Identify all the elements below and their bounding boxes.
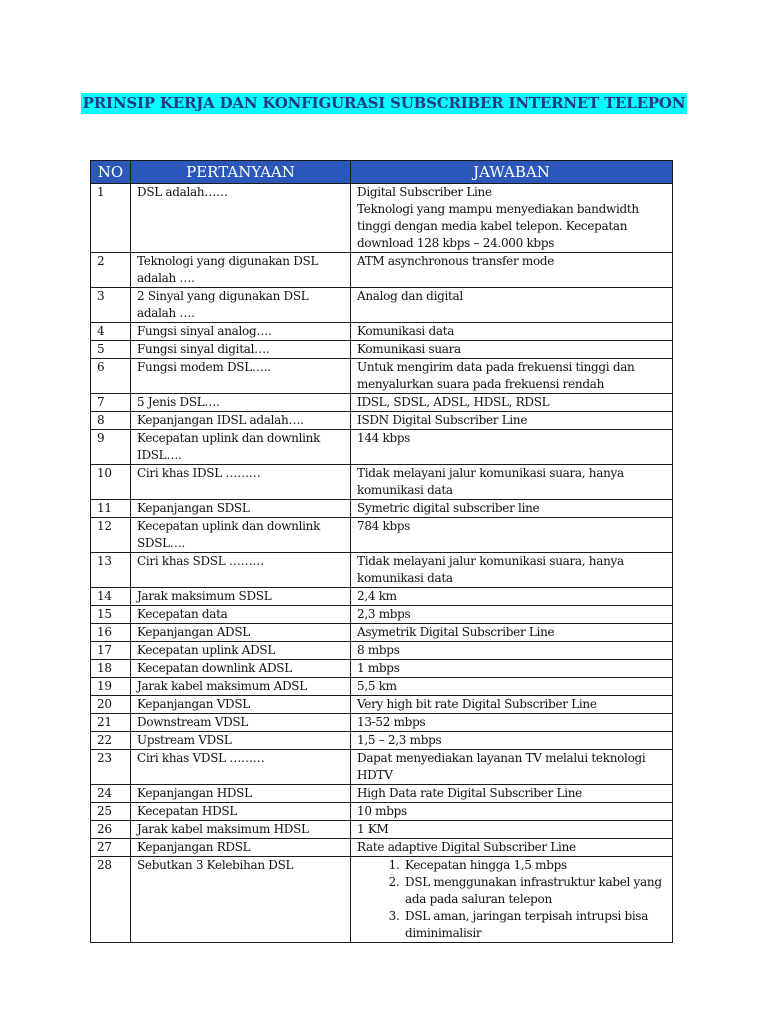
cell-line: Rate adaptive Digital Subscriber Line [357,840,576,854]
question-cell [131,588,351,606]
question-cell [131,553,351,588]
cell-line: Symetric digital subscriber line [357,501,540,515]
cell-line: Fungsi sinyal analog…. [137,324,272,338]
list-item [403,857,672,874]
question-cell [131,518,351,553]
cell-line: Kecepatan data [137,607,228,621]
answer-list [357,857,672,942]
answer-cell [351,518,673,553]
answer-cell [351,696,673,714]
cell-line: download 128 kbps – 24.000 kbps [357,236,555,250]
answer-cell [351,678,673,696]
table-body [91,184,673,943]
row-number: 19 [91,678,131,696]
row-number: 6 [91,359,131,394]
cell-line: 2. DSL menggunakan infrastruktur kabel yang [405,875,662,889]
cell-line: Dapat menyediakan layanan TV melalui teknologi [357,751,646,765]
table-row [91,839,673,857]
cell-line: ATM asynchronous transfer mode [357,254,555,268]
table-row [91,430,673,465]
table-row [91,500,673,518]
cell-line: Kecepatan uplink dan downlink [137,519,321,533]
cell-line: Asymetrik Digital Subscriber Line [357,625,555,639]
row-number: 2 [91,253,131,288]
row-number: 10 [91,465,131,500]
row-number: 27 [91,839,131,857]
question-cell [131,253,351,288]
cell-line: Jarak kabel maksimum HDSL [137,822,309,836]
table-row [91,518,673,553]
table-row [91,588,673,606]
answer-cell [351,732,673,750]
answer-cell [351,394,673,412]
row-number: 17 [91,642,131,660]
cell-line: Analog dan digital [357,289,463,303]
row-number: 28 [91,857,131,943]
cell-line: 5 Jenis DSL…. [137,395,220,409]
answer-cell [351,821,673,839]
question-cell [131,412,351,430]
answer-cell [351,412,673,430]
answer-cell [351,606,673,624]
row-number: 11 [91,500,131,518]
question-cell [131,465,351,500]
question-cell [131,821,351,839]
question-cell [131,323,351,341]
answer-cell [351,642,673,660]
question-cell [131,660,351,678]
answer-cell [351,624,673,642]
question-cell [131,857,351,943]
cell-line: ISDN Digital Subscriber Line [357,413,528,427]
table-row [91,732,673,750]
table-row [91,465,673,500]
row-number: 12 [91,518,131,553]
cell-line: Kepanjangan RDSL [137,840,251,854]
cell-line: Very high bit rate Digital Subscriber Line [357,697,597,711]
answer-cell [351,660,673,678]
question-cell [131,341,351,359]
cell-line: diminimalisir [405,926,482,940]
cell-line: 5,5 km [357,679,397,693]
row-number: 7 [91,394,131,412]
cell-line: DSL adalah…… [137,185,228,199]
row-number: 25 [91,803,131,821]
qa-table [90,160,673,943]
question-cell [131,500,351,518]
row-number: 26 [91,821,131,839]
table-row [91,606,673,624]
cell-line: Tidak melayani jalur komunikasi suara, hanya [357,554,624,568]
row-number: 15 [91,606,131,624]
answer-cell [351,359,673,394]
question-cell [131,184,351,253]
cell-line: 2,3 mbps [357,607,411,621]
table-row [91,714,673,732]
answer-cell [351,750,673,785]
cell-line: Fungsi sinyal digital…. [137,342,270,356]
answer-cell [351,323,673,341]
list-item [403,874,672,908]
cell-line: SDSL…. [137,536,186,550]
header-answer: JAWABAN [351,161,673,184]
question-cell [131,839,351,857]
header-no: NO [91,161,131,184]
table-row [91,341,673,359]
cell-line: tinggi dengan media kabel telepon. Kecepatan [357,219,628,233]
cell-line: adalah …. [137,271,195,285]
cell-line: menyalurkan suara pada frekuensi rendah [357,377,604,391]
table-row [91,359,673,394]
question-cell [131,696,351,714]
row-number: 16 [91,624,131,642]
row-number: 23 [91,750,131,785]
row-number: 13 [91,553,131,588]
cell-line: adalah …. [137,306,195,320]
question-cell [131,288,351,323]
table-row [91,696,673,714]
page-title: PRINSIP KERJA DAN KONFIGURASI SUBSCRIBER INTERNET TELEPON [82,94,686,112]
cell-line: 2,4 km [357,589,397,603]
question-cell [131,732,351,750]
table-row [91,288,673,323]
cell-line: 784 kbps [357,519,411,533]
cell-line: Kecepatan downlink ADSL [137,661,292,675]
cell-line: HDTV [357,768,393,782]
cell-line: IDSL…. [137,448,182,462]
cell-line: 2 Sinyal yang digunakan DSL [137,289,309,303]
question-cell [131,430,351,465]
table-row [91,184,673,253]
cell-line: Teknologi yang digunakan DSL [137,254,319,268]
answer-cell [351,785,673,803]
table-row [91,785,673,803]
cell-line: 8 mbps [357,643,400,657]
table-row [91,253,673,288]
cell-line: Tidak melayani jalur komunikasi suara, hanya [357,466,624,480]
answer-cell [351,465,673,500]
table-row [91,553,673,588]
row-number: 1 [91,184,131,253]
cell-line: Downstream VDSL [137,715,248,729]
cell-line: Upstream VDSL [137,733,232,747]
table-row [91,803,673,821]
table-row [91,660,673,678]
question-cell [131,394,351,412]
question-cell [131,750,351,785]
question-cell [131,714,351,732]
cell-line: Kepanjangan ADSL [137,625,250,639]
question-cell [131,642,351,660]
question-cell [131,606,351,624]
question-cell [131,359,351,394]
question-cell [131,624,351,642]
table-row [91,821,673,839]
cell-line: 144 kbps [357,431,411,445]
cell-line: Jarak kabel maksimum ADSL [137,679,307,693]
cell-line: Digital Subscriber Line [357,185,492,199]
cell-line: Untuk mengirim data pada frekuensi tinggi dan [357,360,635,374]
cell-line: Kepanjangan HDSL [137,786,252,800]
question-cell [131,803,351,821]
cell-line: 1 KM [357,822,389,836]
row-number: 21 [91,714,131,732]
cell-line: Ciri khas SDSL ……… [137,554,264,568]
row-number: 20 [91,696,131,714]
cell-line: IDSL, SDSL, ADSL, HDSL, RDSL [357,395,550,409]
answer-cell [351,857,673,943]
answer-cell [351,588,673,606]
table-header-row [91,161,673,184]
question-cell [131,678,351,696]
table-row [91,642,673,660]
answer-cell [351,553,673,588]
table-row [91,624,673,642]
answer-cell [351,803,673,821]
cell-line: 1 mbps [357,661,400,675]
table-row [91,394,673,412]
header-question: PERTANYAAN [131,161,351,184]
row-number: 5 [91,341,131,359]
cell-line: Jarak maksimum SDSL [137,589,272,603]
cell-line: Kepanjangan SDSL [137,501,250,515]
table-row [91,750,673,785]
cell-line: Teknologi yang mampu menyediakan bandwidth [357,202,639,216]
cell-line: Kecepatan HDSL [137,804,237,818]
row-number: 24 [91,785,131,803]
cell-line: komunikasi data [357,483,453,497]
question-cell [131,785,351,803]
row-number: 3 [91,288,131,323]
row-number: 4 [91,323,131,341]
answer-cell [351,430,673,465]
cell-line: High Data rate Digital Subscriber Line [357,786,582,800]
cell-line: Kepanjangan VDSL [137,697,250,711]
cell-line: Kecepatan uplink dan downlink [137,431,321,445]
answer-cell [351,184,673,253]
cell-line: Sebutkan 3 Kelebihan DSL [137,858,294,872]
table-row [91,412,673,430]
row-number: 22 [91,732,131,750]
table-row [91,323,673,341]
row-number: 8 [91,412,131,430]
answer-cell [351,839,673,857]
cell-line: Ciri khas IDSL ……… [137,466,261,480]
cell-line: 1,5 – 2,3 mbps [357,733,442,747]
cell-line: Fungsi modem DSL….. [137,360,271,374]
cell-line: komunikasi data [357,571,453,585]
answer-cell [351,253,673,288]
cell-line: 1. Kecepatan hingga 1,5 mbps [405,858,567,872]
list-item [403,908,672,942]
cell-line: Komunikasi suara [357,342,461,356]
cell-line: Kecepatan uplink ADSL [137,643,275,657]
table-row [91,857,673,943]
answer-cell [351,714,673,732]
row-number: 18 [91,660,131,678]
cell-line: 13-52 mbps [357,715,426,729]
answer-cell [351,288,673,323]
cell-line: Kepanjangan IDSL adalah…. [137,413,304,427]
row-number: 14 [91,588,131,606]
answer-cell [351,341,673,359]
cell-line: ada pada saluran telepon [405,892,552,906]
cell-line: Komunikasi data [357,324,455,338]
cell-line: Ciri khas VDSL ……… [137,751,265,765]
cell-line: 10 mbps [357,804,407,818]
cell-line: 3. DSL aman, jaringan terpisah intrupsi bisa [405,909,649,923]
row-number: 9 [91,430,131,465]
answer-cell [351,500,673,518]
table-row [91,678,673,696]
